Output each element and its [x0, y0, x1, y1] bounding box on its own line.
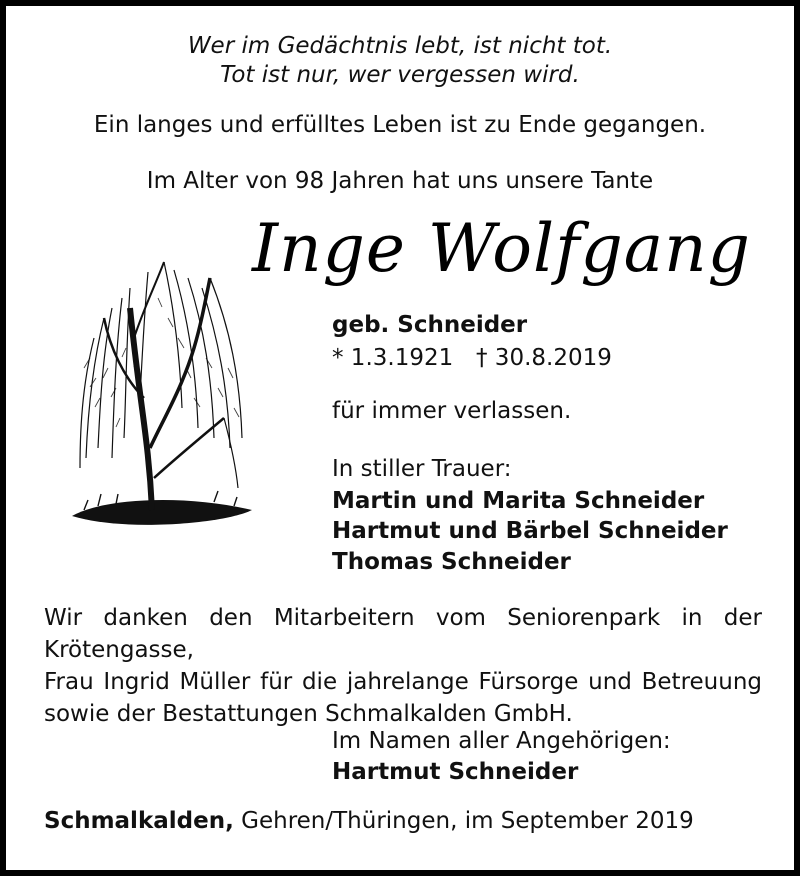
- intro-line-1: Ein langes und erfülltes Leben ist zu Ende gegangen.: [93, 112, 707, 138]
- thanks-paragraph: [44, 602, 762, 730]
- motto-line-1: Wer im Gedächtnis lebt, ist nicht tot.: [187, 33, 613, 59]
- maiden-name: geb. Schneider: [332, 312, 528, 338]
- mourner-2: Hartmut und Bärbel Schneider: [332, 518, 728, 544]
- weeping-willow-icon: [64, 248, 260, 548]
- signature-name: Hartmut Schneider: [332, 759, 579, 785]
- farewell-text: für immer verlassen.: [332, 398, 572, 424]
- mourning-heading: In stiller Trauer:: [332, 456, 512, 482]
- thanks-line-1: Wir danken den Mitarbeitern vom Seniorenpark in der Krötengasse,: [44, 605, 762, 663]
- birth-date: * 1.3.1921: [332, 345, 454, 371]
- mourner-1: Martin und Marita Schneider: [332, 488, 705, 514]
- death-date: † 30.8.2019: [476, 345, 612, 371]
- footer-place: Schmalkalden,: [44, 808, 234, 834]
- deceased-name: Inge Wolfgang: [252, 210, 751, 287]
- footer-rest: Gehren/Thüringen, im September 2019: [233, 808, 694, 834]
- thanks-line-3: sowie der Bestattungen Schmalkalden GmbH.: [44, 701, 573, 727]
- intro-line-2: Im Alter von 98 Jahren hat uns unsere Tante: [146, 168, 654, 194]
- motto: [0, 32, 800, 90]
- motto-line-2: Tot ist nur, wer vergessen wird.: [220, 62, 580, 88]
- thanks-line-2: Frau Ingrid Müller für die jahrelange Fürsorge und Betreuung: [44, 669, 762, 695]
- mourner-3: Thomas Schneider: [332, 549, 571, 575]
- footer-place-date: [44, 808, 694, 834]
- signature-line: Im Namen aller Angehörigen:: [332, 728, 671, 754]
